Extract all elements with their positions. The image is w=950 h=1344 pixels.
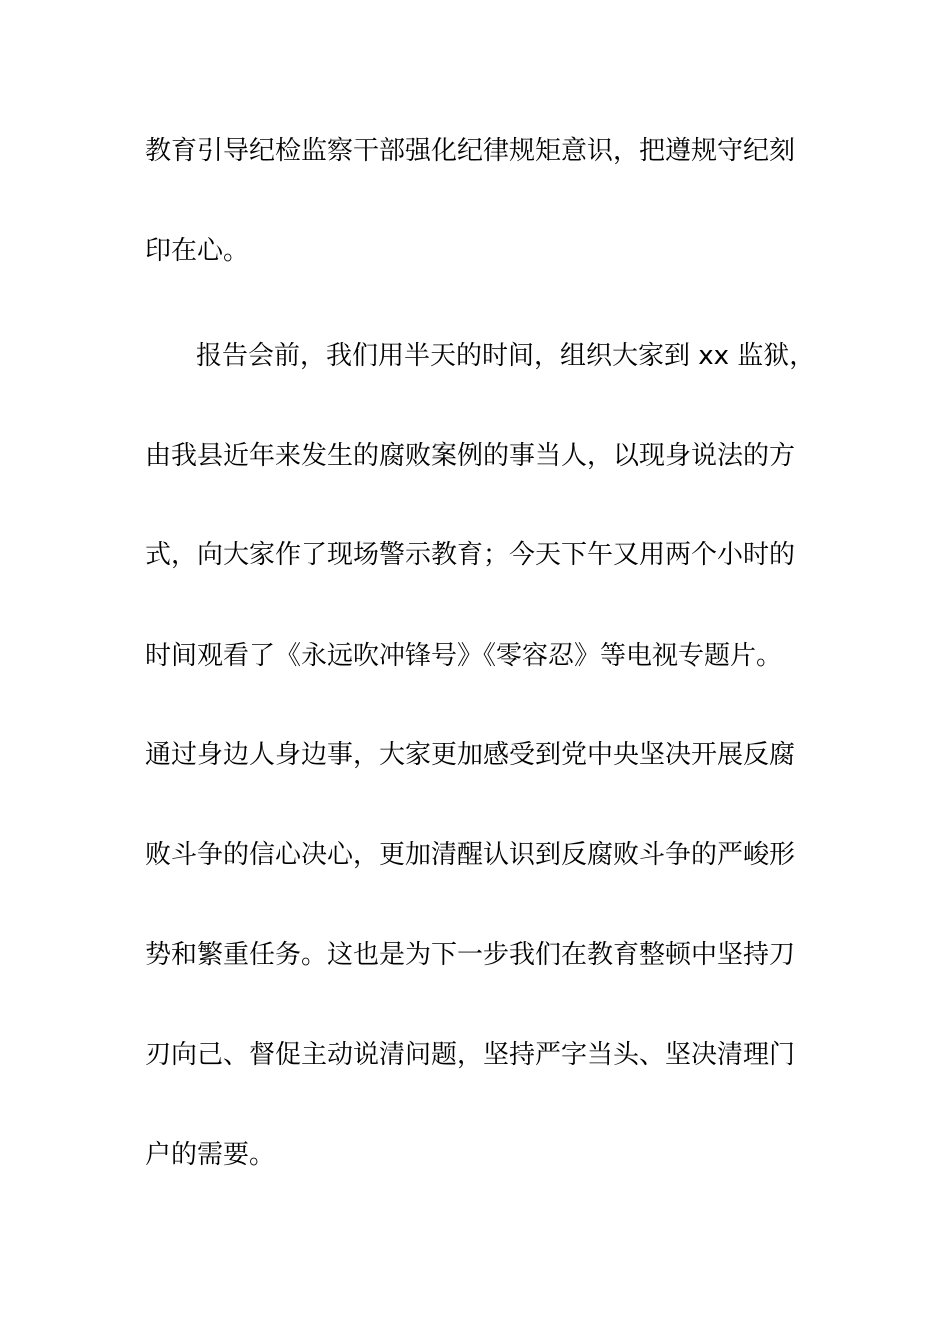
text-line: 时间观看了《永远吹冲锋号》《零容忍》等电视专题片。 xyxy=(145,641,783,671)
text-line: 刃向己、督促主动说清问题，坚持严字当头、坚决清理门 xyxy=(145,1040,796,1070)
text-line: 印在心。 xyxy=(145,236,250,266)
text-line: 势和繁重任务。这也是为下一步我们在教育整顿中坚持刀 xyxy=(145,940,796,970)
text-line: 教育引导纪检监察干部强化纪律规矩意识，把遵规守纪刻 xyxy=(145,136,796,166)
paragraph-first-line: 报告会前，我们用半天的时间，组织大家到 xx 监狱， xyxy=(196,341,816,371)
text-line: 通过身边人身边事，大家更加感受到党中央坚决开展反腐 xyxy=(145,740,796,770)
text-line: 户的需要。 xyxy=(145,1140,276,1170)
text-line: 由我县近年来发生的腐败案例的事当人，以现身说法的方 xyxy=(145,441,796,471)
text-line: 败斗争的信心决心，更加清醒认识到反腐败斗争的严峻形 xyxy=(145,840,796,870)
text-line: 式，向大家作了现场警示教育；今天下午又用两个小时的 xyxy=(145,540,796,570)
